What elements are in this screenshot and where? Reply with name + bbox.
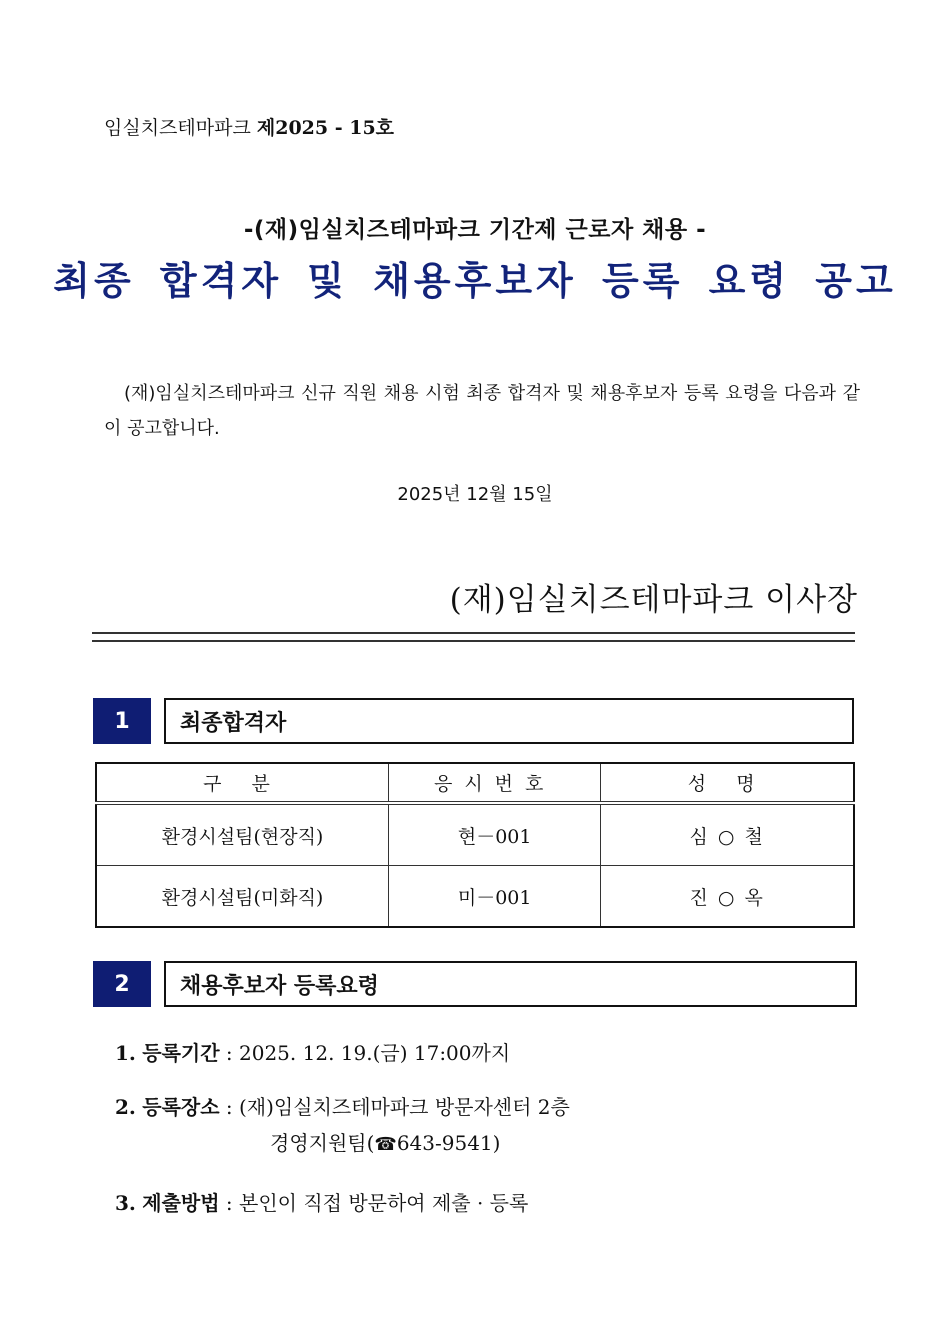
item-separator: : (225, 1191, 233, 1215)
section-2-number: 2 (93, 961, 151, 1007)
list-item (115, 1037, 570, 1091)
item-number: 1. (115, 1041, 136, 1065)
cell-division: 환경시설팀(미화직) (96, 866, 389, 928)
list-item-continuation (115, 1127, 570, 1187)
section-1-number: 1 (93, 698, 151, 744)
cell-name: 심 ○ 철 (601, 803, 854, 866)
table-row (96, 803, 854, 866)
item-label: 제출방법 (142, 1191, 220, 1215)
cell-exam-number: 현－001 (389, 803, 601, 866)
doc-org: 임실치즈테마파크 (104, 117, 251, 139)
item-number: 2. (115, 1095, 136, 1119)
body-text: (재)임실치즈테마파크 신규 직원 채용 시험 최종 합격자 및 채용후보자 등록 요령을 다음과 같이 공고합니다. (104, 383, 860, 439)
issuer: (재)임실치즈테마파크 이사장 (449, 582, 858, 618)
item-separator: : (225, 1095, 233, 1119)
item-value-line2: 경영지원팀( (270, 1131, 375, 1155)
divider (92, 632, 855, 642)
header-name: 성 명 (601, 763, 854, 803)
registration-items (115, 1037, 570, 1216)
header-division: 구 분 (96, 763, 389, 803)
subtitle: -(재)임실치즈테마파크 기간제 근로자 채용 - (243, 217, 707, 243)
notice-date: 2025년 12월 15일 (397, 484, 553, 505)
table-row (96, 866, 854, 928)
finalists-table (95, 762, 855, 928)
cell-exam-number: 미－001 (389, 866, 601, 928)
item-value: 2025. 12. 19.(금) 17:00까지 (239, 1041, 511, 1065)
item-number: 3. (115, 1191, 136, 1215)
item-label: 등록장소 (142, 1095, 220, 1119)
item-label: 등록기간 (142, 1041, 220, 1065)
section-2-title: 채용후보자 등록요령 (164, 961, 857, 1007)
phone-icon: ☎ (374, 1134, 397, 1155)
doc-number: 제2025 - 15호 (256, 117, 395, 139)
document-number (104, 113, 394, 140)
list-item (115, 1091, 570, 1127)
table-header-row (96, 763, 854, 803)
section-1-title: 최종합격자 (164, 698, 854, 744)
list-item (115, 1187, 570, 1216)
item-separator: : (225, 1041, 233, 1065)
cell-name: 진 ○ 옥 (601, 866, 854, 928)
cell-division: 환경시설팀(현장직) (96, 803, 389, 866)
header-exam-number: 응시번호 (389, 763, 601, 803)
page-title: 최종 합격자 및 채용후보자 등록 요령 공고 (53, 259, 897, 303)
item-value: (재)임실치즈테마파크 방문자센터 2층 (239, 1095, 570, 1119)
item-value: 본인이 직접 방문하여 제출 · 등록 (239, 1191, 529, 1215)
phone-number: 643-9541) (396, 1131, 501, 1155)
